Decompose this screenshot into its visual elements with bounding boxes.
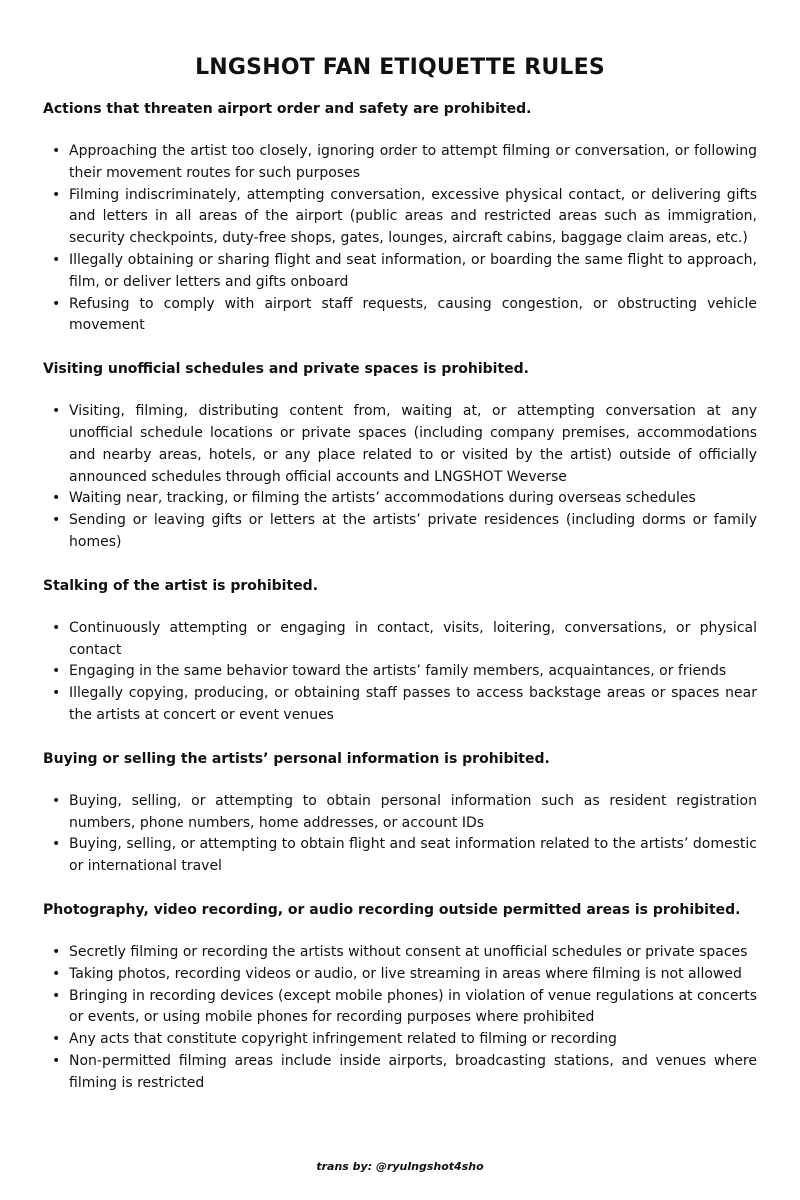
- rules-content: [43, 98, 757, 1116]
- rule-item: • Refusing to comply with airport staff requests, causing congestion, or obstructing vehicle movement: [52, 295, 757, 334]
- section-heading: Photography, video recording, or audio recording outside permitted areas is prohibited.: [43, 901, 741, 918]
- rule-list: [43, 942, 757, 1095]
- bullet-icon: •: [52, 251, 61, 268]
- section-personal-information: [43, 748, 757, 878]
- rule-item: • Visiting, filming, distributing content from, waiting at, or attempting conversation at any unofficial schedule locations or private spaces (including company premises, accommodations and nearby areas, hotels, or any place related to or visited by the artist) outside of officially announced schedules through official accounts and LNGSHOT Weverse: [52, 403, 757, 485]
- bullet-icon: •: [52, 1031, 61, 1048]
- page-title: LNGSHOT FAN ETIQUETTE RULES: [195, 55, 605, 80]
- section-unofficial-schedules: [43, 358, 757, 554]
- rule-item: • Continuously attempting or engaging in contact, visits, loitering, conversations, or physical contact: [52, 619, 757, 658]
- rule-item: • Approaching the artist too closely, ignoring order to attempt filming or conversation, or following their movement routes for such purposes: [52, 143, 757, 181]
- rule-item: • Illegally copying, producing, or obtaining staff passes to access backstage areas or spaces near the artists at concert or event venues: [52, 685, 757, 723]
- bullet-icon: •: [52, 1052, 61, 1069]
- section-airport: [43, 98, 757, 337]
- rule-item: • Waiting near, tracking, or filming the artists’ accommodations during overseas schedules: [43, 488, 757, 510]
- rule-item: • Illegally obtaining or sharing flight and seat information, or boarding the same flight to approach, film, or deliver letters and gifts onboard: [52, 251, 757, 290]
- rule-list: [43, 618, 757, 727]
- rule-list: [43, 141, 757, 337]
- section-heading: Actions that threaten airport order and safety are prohibited.: [43, 101, 532, 117]
- bullet-icon: •: [52, 965, 61, 982]
- section-heading: Stalking of the artist is prohibited.: [43, 577, 319, 594]
- bullet-icon: •: [52, 490, 61, 507]
- bullet-icon: •: [52, 792, 61, 809]
- rule-item: • Buying, selling, or attempting to obtain flight and seat information related to the artists’ domestic or international travel: [52, 836, 757, 875]
- rule-item: • Engaging in the same behavior toward the artists’ family members, acquaintances, or friends: [43, 661, 757, 683]
- section-heading: Visiting unofficial schedules and private spaces is prohibited.: [43, 361, 529, 378]
- bullet-icon: •: [52, 619, 61, 636]
- bullet-icon: •: [52, 403, 61, 420]
- rule-item: • Non-permitted filming areas include inside airports, broadcasting stations, and venues where filming is restricted: [52, 1052, 757, 1091]
- bullet-icon: •: [52, 295, 61, 312]
- rule-list: [43, 401, 757, 554]
- section-stalking: [43, 575, 757, 727]
- rule-item: • Secretly filming or recording the artists without consent at unofficial schedules or private spaces: [43, 942, 757, 964]
- section-recording: [43, 899, 757, 1095]
- rule-list: [43, 791, 757, 878]
- bullet-icon: •: [52, 663, 61, 680]
- bullet-icon: •: [52, 836, 61, 853]
- bullet-icon: •: [52, 186, 61, 203]
- rule-item: • Sending or leaving gifts or letters at the artists’ private residences (including dorms or family homes): [52, 512, 757, 550]
- bullet-icon: •: [52, 685, 61, 702]
- translator-credit: trans by: @ryulngshot4sho: [316, 1160, 484, 1173]
- rule-item: • Taking photos, recording videos or audio, or live streaming in areas where filming is not allowed: [43, 964, 757, 986]
- rule-item: • Bringing in recording devices (except mobile phones) in violation of venue regulations at concerts or events, or using mobile phones for recording purposes where prohibited: [52, 987, 757, 1026]
- bullet-icon: •: [52, 143, 61, 159]
- bullet-icon: •: [52, 943, 61, 960]
- rule-item: • Buying, selling, or attempting to obtain personal information such as resident registration numbers, phone numbers, home addresses, or account IDs: [52, 792, 757, 831]
- section-heading: Buying or selling the artists’ personal information is prohibited.: [43, 750, 550, 767]
- bullet-icon: •: [52, 987, 61, 1004]
- bullet-icon: •: [52, 512, 61, 529]
- rule-item: • Any acts that constitute copyright infringement related to filming or recording: [43, 1029, 757, 1051]
- rule-item: • Filming indiscriminately, attempting conversation, excessive physical contact, or delivering gifts and letters in all areas of the airport (public areas and restricted areas such as immigration, security checkpoints, duty-free shops, gates, lounges, aircraft cabins, baggage claim areas, etc.): [52, 186, 757, 247]
